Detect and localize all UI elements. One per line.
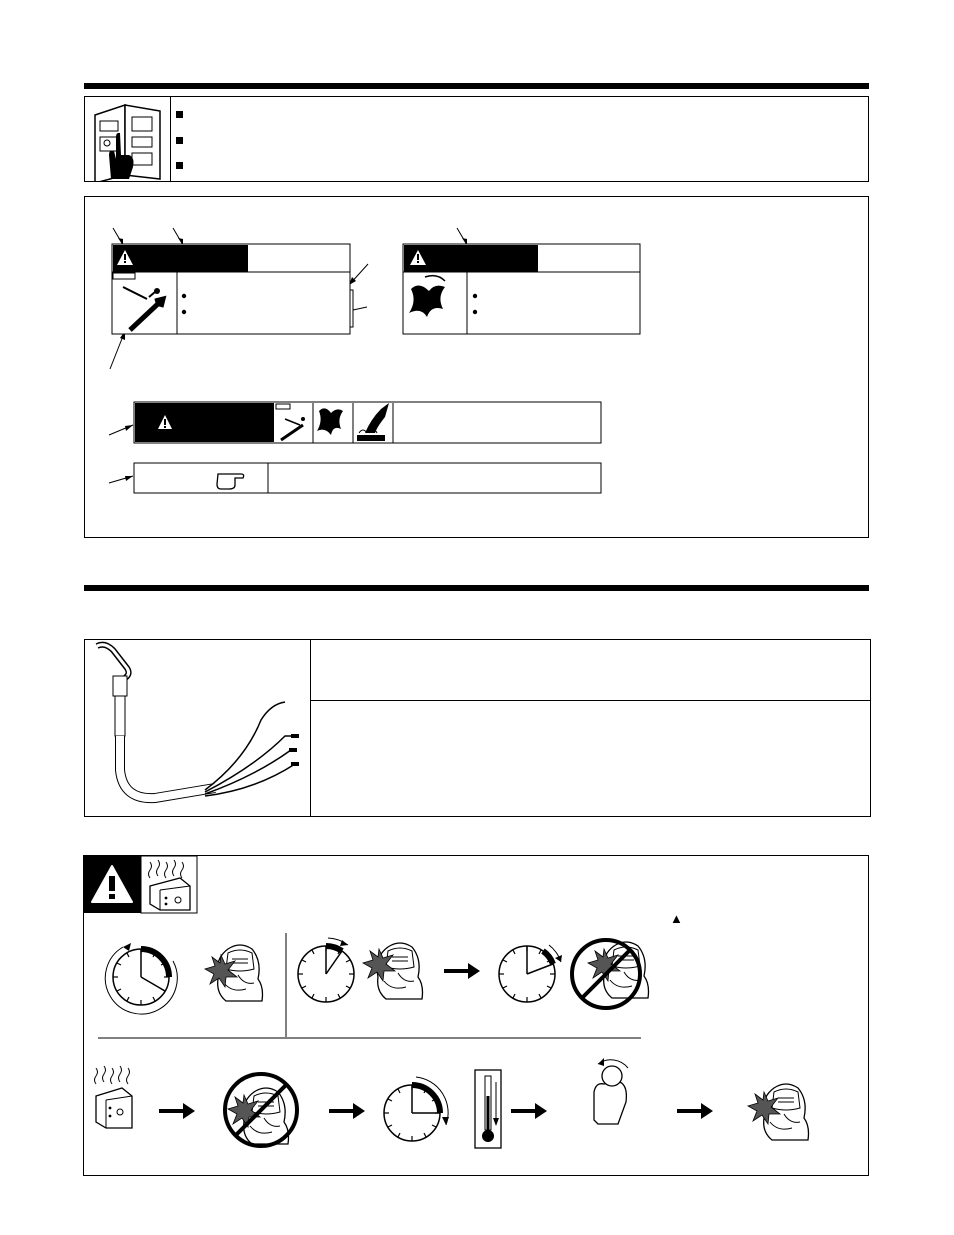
section-rule-top [84,83,869,89]
manual-icon [85,97,170,181]
welding-gun-icon [85,640,310,816]
duty-cycle-diagram [84,856,868,1175]
symbol-usage-diagram [85,197,868,537]
gun-image-cell [85,640,311,816]
spec-row-1 [311,640,870,701]
section-rule-mid [84,585,869,591]
intro-bullet-2 [176,137,183,144]
intro-bullet-3 [176,162,183,169]
intro-bullet-1 [176,111,183,118]
note-marker: ▲ [670,911,683,926]
spec-row-2 [311,701,870,816]
manual-icon-cell [85,97,171,181]
symbol-usage-box [84,196,869,538]
specifications-table [84,639,871,817]
intro-box [84,96,869,182]
duty-cycle-box [83,855,869,1176]
